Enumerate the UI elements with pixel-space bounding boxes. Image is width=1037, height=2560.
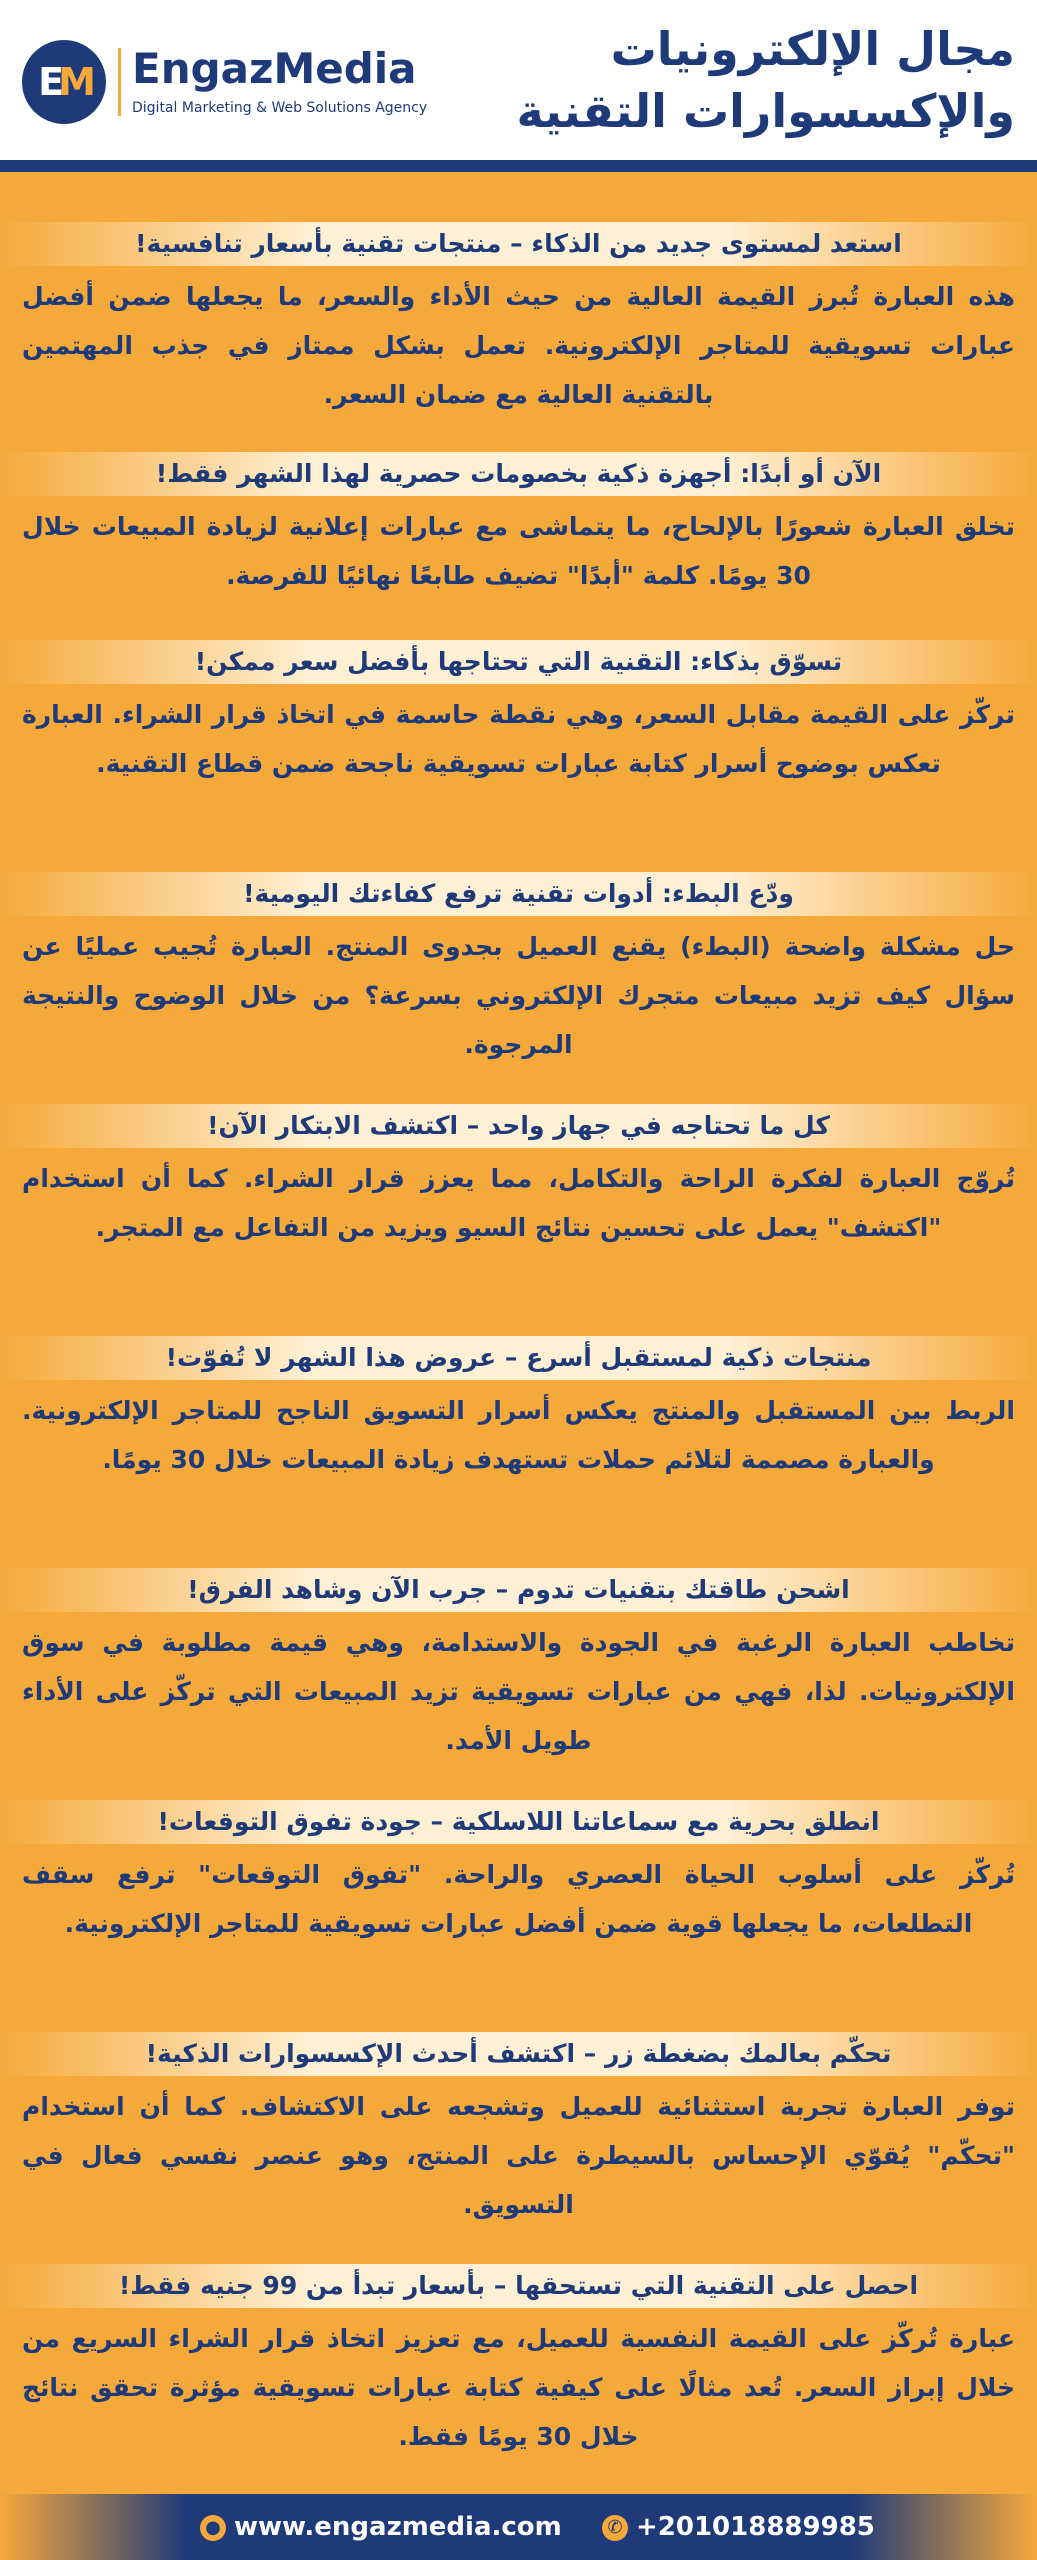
- section-heading: تسوّق بذكاء: التقنية التي تحتاجها بأفضل سعر ممكن!: [194, 647, 843, 676]
- section-heading-band: [0, 222, 1037, 266]
- section-heading: منتجات ذكية لمستقبل أسرع – عروض هذا الشهر لا تُفوّت!: [165, 1343, 872, 1372]
- page-title-line-2: والإكسسوارات التقنية: [516, 84, 1015, 138]
- section-3: [0, 640, 1037, 788]
- section-heading-band: [0, 2264, 1037, 2308]
- section-body: تخلق العبارة شعورًا بالإلحاح، ما يتماشى مع عبارات إعلانية لزيادة المبيعات خلال 30 يومًا. كلمة "أبدًا" تضيف طابعًا نهائيًا للفرصة.: [22, 512, 1015, 590]
- section-body: حل مشكلة واضحة (البطء) يقنع العميل بجدوى المنتج. العبارة تُجيب عمليًا عن سؤال كيف تزيد مبيعات متجرك الإلكتروني بسرعة؟ من خلال الوضوح والنتيجة المرجوة.: [22, 932, 1015, 1059]
- section-heading: انطلق بحرية مع سماعاتنا اللاسلكية – جودة تفوق التوقعات!: [157, 1807, 880, 1836]
- section-heading-band: [0, 1568, 1037, 1612]
- header: [0, 0, 1037, 160]
- footer-website[interactable]: [200, 2494, 562, 2560]
- section-heading: اشحن طاقتك بتقنيات تدوم – جرب الآن وشاهد الفرق!: [187, 1575, 850, 1604]
- section-body: الربط بين المستقبل والمنتج يعكس أسرار التسويق الناجح للمتاجر الإلكترونية. والعبارة مصممة لتلائم حملات تستهدف زيادة المبيعات خلال 30 يومًا.: [22, 1396, 1015, 1474]
- section-body: هذه العبارة تُبرز القيمة العالية من حيث الأداء والسعر، ما يجعلها ضمن أفضل عبارات تسويقية للمتاجر الإلكترونية. تعمل بشكل ممتاز في جذب المهتمين بالتقنية العالية مع ضمان السعر.: [22, 282, 1015, 409]
- section-heading-band: [0, 2032, 1037, 2076]
- section-heading: ودّع البطء: أدوات تقنية ترفع كفاءتك اليومية!: [243, 879, 794, 908]
- section-10: [0, 2264, 1037, 2461]
- footer: [0, 2494, 1037, 2560]
- section-heading-band: [0, 872, 1037, 916]
- logo-divider: [118, 48, 121, 116]
- page-title-line-1: مجال الإلكترونيات: [610, 22, 1015, 76]
- section-2: [0, 452, 1037, 600]
- section-heading: تحكّم بعالمك بضغطة زر – اكتشف أحدث الإكسسوارات الذكية!: [145, 2039, 892, 2068]
- section-heading-band: [0, 1336, 1037, 1380]
- logo-tagline: Digital Marketing & Web Solutions Agency: [132, 100, 428, 116]
- section-heading: كل ما تحتاجه في جهاز واحد – اكتشف الابتكار الآن!: [207, 1111, 830, 1140]
- section-body: تُركّز على أسلوب الحياة العصري والراحة. "تفوق التوقعات" ترفع سقف التطلعات، ما يجعلها قوية ضمن أفضل عبارات تسويقية للمتاجر الإلكترونية.: [22, 1860, 1015, 1938]
- header-divider: [0, 160, 1037, 172]
- section-heading: الآن أو أبدًا: أجهزة ذكية بخصومات حصرية لهذا الشهر فقط!: [155, 459, 882, 488]
- section-body: تخاطب العبارة الرغبة في الجودة والاستدامة، وهي قيمة مطلوبة في سوق الإلكترونيات. لذا، فهي من عبارات تسويقية تزيد المبيعات التي تركّز على الأداء طويل الأمد.: [22, 1628, 1015, 1755]
- section-4: [0, 872, 1037, 1069]
- section-heading-band: [0, 452, 1037, 496]
- section-5: [0, 1104, 1037, 1252]
- footer-phone[interactable]: [602, 2494, 875, 2560]
- logo-mark-icon: EM: [22, 40, 106, 124]
- phone-icon: ✆: [602, 2515, 628, 2541]
- section-body: تركّز على القيمة مقابل السعر، وهي نقطة حاسمة في اتخاذ قرار الشراء. العبارة تعكس بوضوح أسرار كتابة عبارات تسويقية ناجحة ضمن قطاع التقنية.: [22, 700, 1015, 778]
- section-heading-band: [0, 640, 1037, 684]
- section-heading: احصل على التقنية التي تستحقها – بأسعار تبدأ من 99 جنيه فقط!: [118, 2271, 919, 2300]
- section-6: [0, 1336, 1037, 1484]
- section-9: [0, 2032, 1037, 2229]
- phone-text: +201018889985: [636, 2512, 875, 2542]
- section-heading-band: [0, 1104, 1037, 1148]
- page-title: [495, 18, 1015, 142]
- section-body: عبارة تُركّز على القيمة النفسية للعميل، مع تعزيز اتخاذ قرار الشراء السريع من خلال إبراز السعر. تُعد مثالًا على كيفية كتابة عبارات تسويقية مؤثرة تحقق نتائج خلال 30 يومًا فقط.: [22, 2324, 1015, 2451]
- website-text: www.engazmedia.com: [234, 2512, 562, 2542]
- section-body: توفر العبارة تجربة استثنائية للعميل وتشجعه على الاكتشاف. كما أن استخدام "تحكّم" يُقوّي الإحساس بالسيطرة على المنتج، وهو عنصر نفسي فعال في التسويق.: [22, 2092, 1015, 2219]
- section-1: [0, 222, 1037, 419]
- logo-name: EngazMedia: [132, 44, 417, 93]
- section-heading: استعد لمستوى جديد من الذكاء – منتجات تقنية بأسعار تنافسية!: [135, 229, 902, 258]
- section-8: [0, 1800, 1037, 1948]
- globe-icon: ●: [200, 2515, 226, 2541]
- section-heading-band: [0, 1800, 1037, 1844]
- logo[interactable]: [22, 40, 442, 130]
- section-body: تُروّج العبارة لفكرة الراحة والتكامل، مما يعزز قرار الشراء. كما أن استخدام "اكتشف" يعمل على تحسين نتائج السيو ويزيد من التفاعل مع المتجر.: [22, 1164, 1015, 1242]
- section-7: [0, 1568, 1037, 1765]
